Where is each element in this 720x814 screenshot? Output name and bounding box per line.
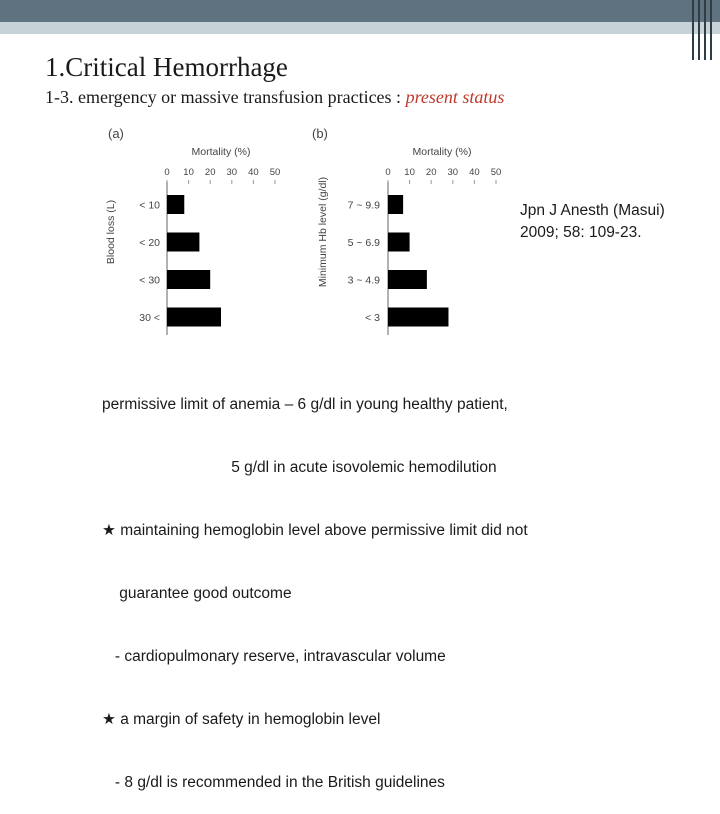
x-tick-label: 20 [425,167,437,178]
category-label: < 30 [139,274,160,287]
category-label: 5 ~ 6.9 [347,237,380,249]
y-axis-label: Minimum Hb level (g/dl) [317,176,329,288]
bar [167,195,184,214]
x-tick-label: 50 [269,167,281,178]
bar [167,308,221,327]
y-axis-label: Blood loss (L) [105,199,117,265]
mortality-figure [100,120,500,340]
panel-label: (a) [108,126,124,141]
panel-label: (b) [312,126,328,141]
citation-line: Jpn J Anesth (Masui) [520,202,665,219]
chart-title: Mortality (%) [412,146,472,158]
slide-title: 1.Critical Hemorrhage [45,52,288,82]
bar [167,270,210,289]
corner-stripes-decoration [690,0,720,60]
category-label: 3 ~ 4.9 [347,274,380,287]
category-label: < 20 [139,237,160,249]
subtitle-emphasis: present status [405,87,505,107]
subtitle-prefix: 1-3. emergency or massive transfusion practices : [45,87,406,107]
x-tick-label: 10 [183,167,194,178]
x-tick-label: 0 [385,167,391,178]
x-tick-label: 10 [404,167,415,178]
x-tick-label: 20 [204,167,216,178]
category-label: < 10 [139,199,160,212]
body-line: guarantee good outcome [102,585,292,602]
banner-accent-strip [0,22,720,34]
top-banner [0,0,720,22]
citation-line: 2009; 58: 109-23. [520,224,642,241]
category-label: 30 < [139,312,160,324]
bar [167,233,199,252]
body-line: - cardiopulmonary reserve, intravascular volume [102,648,446,665]
x-tick-label: 30 [226,167,238,178]
x-tick-label: 50 [490,167,502,178]
bar [388,195,403,214]
body-line: 5 g/dl in acute isovolemic hemodilution [102,459,497,476]
x-tick-label: 40 [469,167,480,178]
category-label: 7 ~ 9.9 [347,199,380,212]
body-line: ★ a margin of safety in hemoglobin level [102,711,381,728]
x-tick-label: 40 [248,167,259,178]
bar [388,270,427,289]
bar [388,233,410,252]
body-line: ★ maintaining hemoglobin level above permissive limit did not [102,522,528,539]
x-tick-label: 0 [164,167,170,178]
x-tick-label: 30 [447,167,459,178]
slide-subtitle [45,87,504,108]
body-line: permissive limit of anemia – 6 g/dl in young healthy patient, [102,396,508,413]
category-label: < 3 [365,312,380,324]
body-line: - 8 g/dl is recommended in the British guidelines [102,774,445,791]
chart-title: Mortality (%) [191,146,251,158]
slide-body [102,352,528,814]
citation [520,200,665,244]
bar [388,308,448,327]
